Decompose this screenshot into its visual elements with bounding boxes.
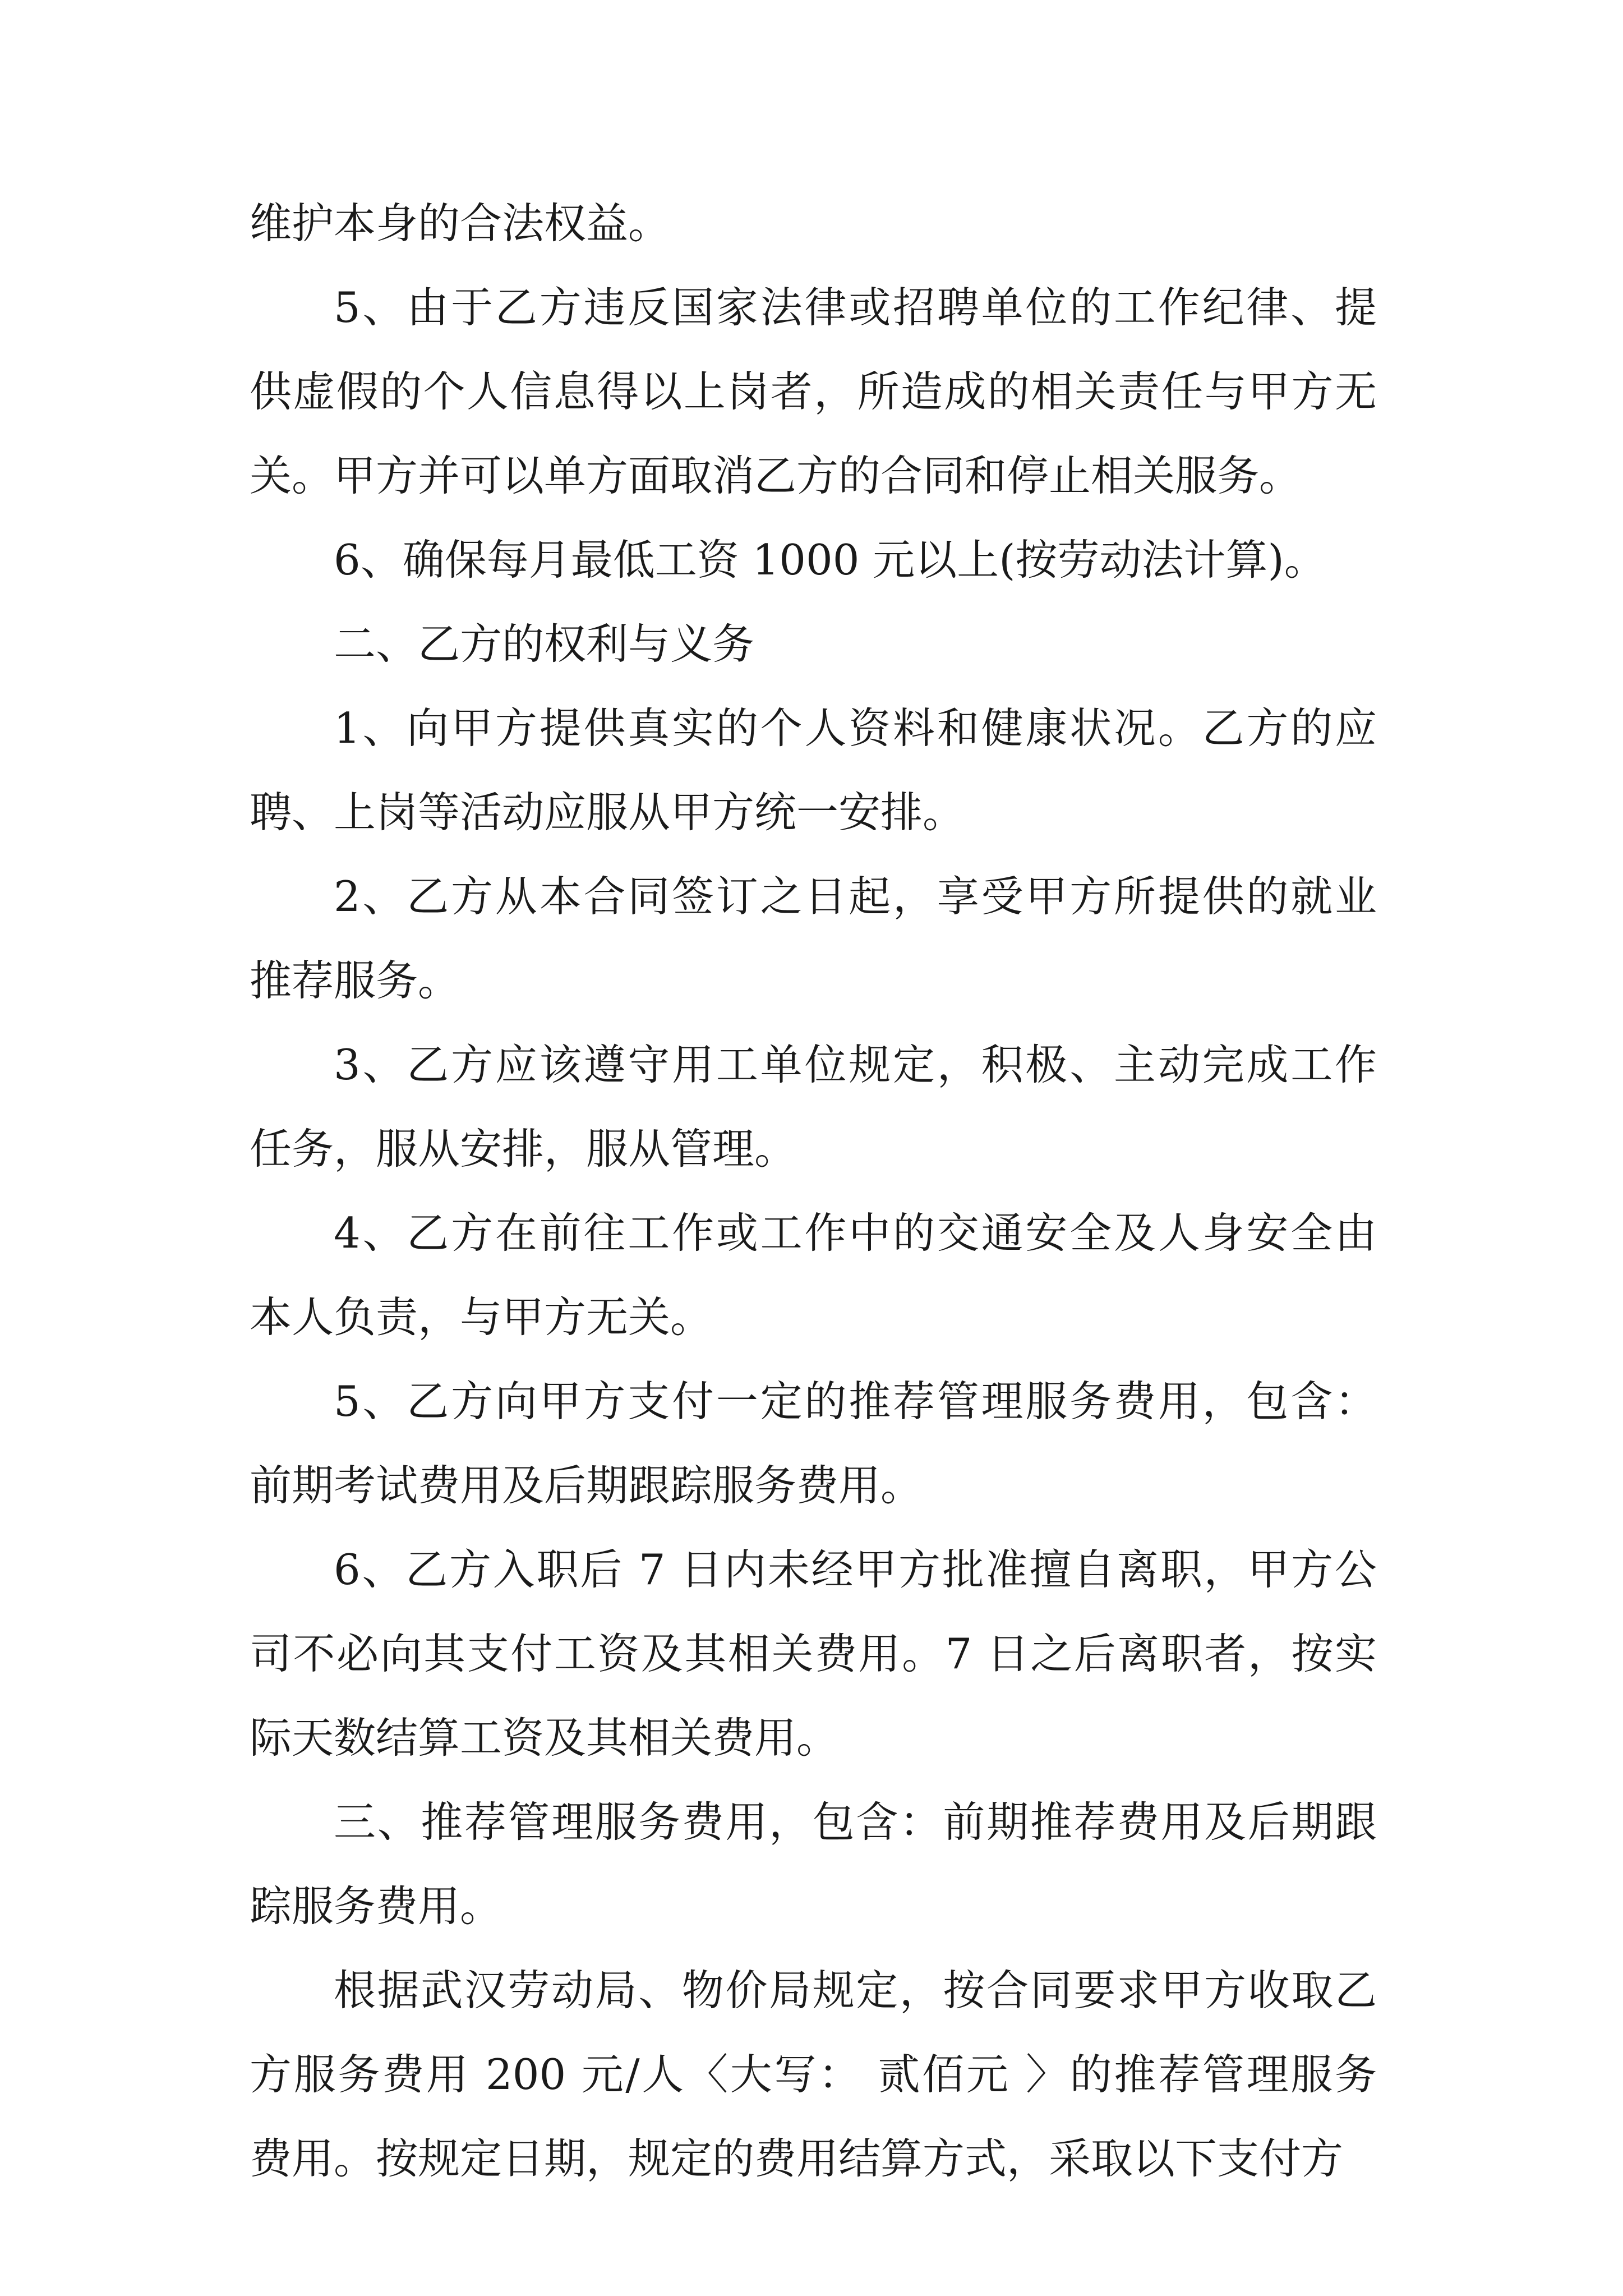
- text-line: 踪服务费用。: [250, 1881, 502, 1931]
- text-line: 根据武汉劳动局、物价局规定，按合同要求甲方收取乙: [334, 1966, 1377, 2015]
- text-line: 2、乙方从本合同签订之日起，享受甲方所提供的就业: [334, 872, 1377, 921]
- text-line: 费用。按规定日期，规定的费用结算方式，采取以下支付方: [250, 2134, 1344, 2183]
- text-line: 本人负责，与甲方无关。: [250, 1292, 713, 1342]
- section-heading: 二、乙方的权利与义务: [334, 619, 755, 669]
- text-line: 5、由于乙方违反国家法律或招聘单位的工作纪律、提: [334, 283, 1377, 332]
- text-line: 前期考试费用及后期跟踪服务费用。: [250, 1461, 923, 1510]
- text-line: 3、乙方应该遵守用工单位规定，积极、主动完成工作: [334, 1040, 1377, 1089]
- text-line: 5、乙方向甲方支付一定的推荐管理服务费用，包含：: [334, 1377, 1377, 1426]
- text-line: 6、乙方入职后 7 日内未经甲方批准擅自离职，甲方公: [334, 1545, 1377, 1594]
- text-line: 任务，服从安排，服从管理。: [250, 1124, 797, 1174]
- text-line: 1、向甲方提供真实的个人资料和健康状况。乙方的应: [334, 703, 1377, 753]
- section-heading: 三、推荐管理服务费用，包含：前期推荐费用及后期跟: [334, 1797, 1377, 1847]
- text-line: 推荐服务。: [250, 956, 460, 1005]
- text-line: 方服务费用 200 元/人〈大写： 贰佰元 〉的推荐管理服务: [250, 2050, 1377, 2099]
- text-line: 聘、上岗等活动应服从甲方统一安排。: [250, 788, 965, 837]
- text-line: 关。甲方并可以单方面取消乙方的合同和停止相关服务。: [250, 451, 1302, 500]
- text-line: 6、确保每月最低工资 1000 元以上(按劳动法计算)。: [334, 535, 1326, 585]
- text-line: 4、乙方在前往工作或工作中的交通安全及人身安全由: [334, 1208, 1377, 1258]
- text-line: 际天数结算工资及其相关费用。: [250, 1713, 839, 1763]
- text-line: 维护本身的合法权益。: [250, 199, 671, 248]
- text-line: 供虚假的个人信息得以上岗者，所造成的相关责任与甲方无: [250, 367, 1377, 416]
- text-line: 司不必向其支付工资及其相关费用。7 日之后离职者，按实: [250, 1629, 1377, 1678]
